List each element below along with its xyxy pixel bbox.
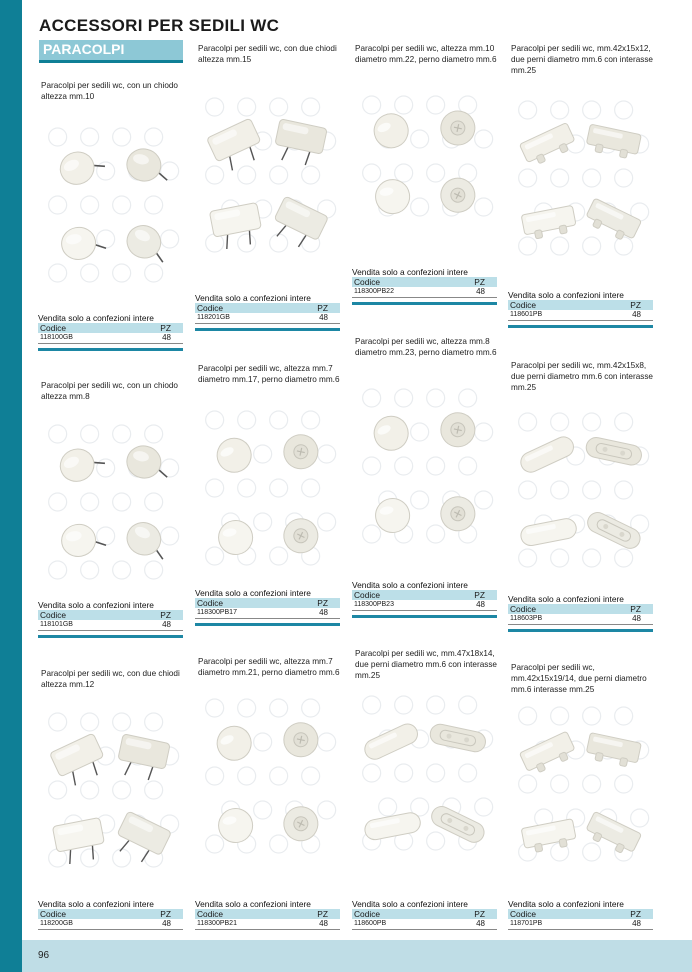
product-code: 118100GB	[38, 333, 125, 344]
page-title: ACCESSORI PER SEDILI WC	[39, 16, 280, 35]
sale-block	[508, 594, 653, 632]
code-header: Codice	[508, 300, 594, 310]
sale-block	[352, 580, 497, 618]
divider-rule	[508, 629, 653, 632]
codes-table	[352, 277, 497, 298]
code-header: Codice	[352, 909, 438, 919]
codes-table	[508, 909, 653, 930]
table-row	[508, 919, 653, 930]
product-description: Paracolpi per sedili wc, con due chiodi altezza mm.12	[41, 669, 180, 689]
page-footer-band	[22, 940, 692, 972]
sale-block	[195, 899, 340, 930]
product-code: 118200GB	[38, 919, 125, 930]
table-row	[38, 919, 183, 930]
qty-header: PZ	[125, 610, 183, 620]
qty-header: PZ	[288, 909, 340, 919]
product-qty: 48	[125, 333, 183, 344]
sale-note: Vendita solo a confezioni intere	[195, 293, 311, 303]
codes-table	[38, 909, 183, 930]
product-qty: 48	[445, 600, 497, 611]
code-header: Codice	[508, 604, 594, 614]
product-photo	[38, 422, 183, 582]
side-color-bar	[0, 0, 22, 972]
qty-header: PZ	[445, 277, 497, 287]
product-qty: 48	[594, 310, 653, 321]
codes-table	[352, 909, 497, 930]
product-photo	[195, 408, 340, 583]
sale-block	[38, 899, 183, 930]
sale-note: Vendita solo a confezioni intere	[352, 267, 468, 277]
product-image	[195, 696, 340, 871]
product-photo	[352, 93, 497, 233]
sale-note: Vendita solo a confezioni intere	[38, 899, 154, 909]
divider-rule	[195, 328, 340, 331]
qty-header: PZ	[125, 909, 183, 919]
sale-block	[352, 899, 497, 930]
qty-header: PZ	[282, 303, 340, 313]
section-title: PARACOLPI	[43, 41, 125, 57]
product-description: Paracolpi per sedili wc, mm.42x15x19/14, due perni diametro mm.6 interasse mm.25	[511, 663, 647, 694]
product-photo	[195, 95, 340, 265]
sale-block	[38, 313, 183, 351]
product-code: 118603PB	[508, 614, 594, 625]
table-row	[38, 620, 183, 631]
divider-rule	[352, 615, 497, 618]
codes-table	[38, 610, 183, 631]
product-image	[38, 422, 183, 582]
product-description: Paracolpi per sedili wc, altezza mm.7 diametro mm.17, perno diametro mm.6	[198, 364, 340, 384]
product-description: Paracolpi per sedili wc, con due chiodi altezza mm.15	[198, 44, 337, 64]
sale-block	[38, 600, 183, 638]
product-photo	[38, 710, 183, 880]
divider-rule	[195, 623, 340, 626]
code-header: Codice	[508, 909, 594, 919]
product-image	[508, 98, 653, 263]
sale-block	[508, 290, 653, 328]
product-qty: 48	[438, 919, 497, 930]
table-row	[195, 608, 340, 619]
codes-table	[352, 590, 497, 611]
product-description: Paracolpi per sedili wc, mm.42x15x8, due perni diametro mm.6 con interasse mm.25	[511, 361, 653, 392]
product-image	[195, 95, 340, 265]
sale-note: Vendita solo a confezioni intere	[38, 313, 154, 323]
code-header: Codice	[195, 598, 288, 608]
product-image	[352, 93, 497, 233]
qty-header: PZ	[594, 300, 653, 310]
divider-rule	[352, 302, 497, 305]
product-photo	[508, 98, 653, 263]
table-row	[508, 310, 653, 321]
product-qty: 48	[125, 620, 183, 631]
qty-header: PZ	[594, 604, 653, 614]
product-code: 118201GB	[195, 313, 282, 324]
product-description: Paracolpi per sedili wc, mm.42x15x12, due perni diametro mm.6 con interasse mm.25	[511, 44, 653, 75]
product-description: Paracolpi per sedili wc, altezza mm.8 diametro mm.23, perno diametro mm.6	[355, 337, 497, 357]
divider-rule	[38, 635, 183, 638]
divider-rule	[508, 325, 653, 328]
page-number: 96	[38, 950, 50, 961]
qty-header: PZ	[288, 598, 340, 608]
sale-block	[352, 267, 497, 305]
qty-header: PZ	[438, 909, 497, 919]
table-row	[352, 919, 497, 930]
product-code: 118101GB	[38, 620, 125, 631]
qty-header: PZ	[445, 590, 497, 600]
product-photo	[352, 386, 497, 561]
table-row	[38, 333, 183, 344]
product-photo	[508, 704, 653, 879]
divider-rule	[38, 348, 183, 351]
product-description: Paracolpi per sedili wc, altezza mm.7 diametro mm.21, perno diametro mm.6	[198, 657, 340, 677]
product-photo	[38, 125, 183, 285]
code-header: Codice	[352, 590, 445, 600]
code-header: Codice	[38, 610, 125, 620]
code-header: Codice	[195, 303, 282, 313]
sale-note: Vendita solo a confezioni intere	[508, 899, 624, 909]
code-header: Codice	[352, 277, 445, 287]
sale-block	[195, 588, 340, 626]
codes-table	[195, 598, 340, 619]
product-image	[195, 408, 340, 583]
product-code: 118300PB23	[352, 600, 445, 611]
product-image	[352, 693, 497, 873]
table-row	[195, 313, 340, 324]
product-image	[352, 386, 497, 561]
sale-note: Vendita solo a confezioni intere	[508, 290, 624, 300]
codes-table	[195, 909, 340, 930]
product-description: Paracolpi per sedili wc, mm.47x18x14, due perni diametro mm.6 con interasse mm.25	[355, 649, 497, 680]
product-code: 118601PB	[508, 310, 594, 321]
product-photo	[352, 693, 497, 873]
qty-header: PZ	[125, 323, 183, 333]
product-qty: 48	[594, 614, 653, 625]
product-photo	[195, 696, 340, 871]
sale-note: Vendita solo a confezioni intere	[352, 580, 468, 590]
product-image	[508, 410, 653, 575]
sale-note: Vendita solo a confezioni intere	[195, 588, 311, 598]
product-qty: 48	[282, 313, 340, 324]
code-header: Codice	[195, 909, 288, 919]
product-code: 118300PB22	[352, 287, 445, 298]
product-qty: 48	[288, 919, 340, 930]
sale-note: Vendita solo a confezioni intere	[352, 899, 468, 909]
sale-note: Vendita solo a confezioni intere	[195, 899, 311, 909]
product-image	[38, 125, 183, 285]
codes-table	[508, 300, 653, 321]
table-row	[508, 614, 653, 625]
product-code: 118300PB21	[195, 919, 288, 930]
product-code: 118600PB	[352, 919, 438, 930]
code-header: Codice	[38, 909, 125, 919]
sale-block	[508, 899, 653, 930]
product-qty: 48	[288, 608, 340, 619]
sale-block	[195, 293, 340, 331]
product-description: Paracolpi per sedili wc, con un chiodo altezza mm.10	[41, 81, 178, 101]
product-description: Paracolpi per sedili wc, con un chiodo altezza mm.8	[41, 381, 178, 401]
sale-note: Vendita solo a confezioni intere	[38, 600, 154, 610]
product-image	[508, 704, 653, 879]
product-description: Paracolpi per sedili wc, altezza mm.10 diametro mm.22, perno diametro mm.6	[355, 44, 497, 64]
table-row	[352, 287, 497, 298]
table-row	[352, 600, 497, 611]
section-tab	[39, 40, 183, 63]
product-photo	[508, 410, 653, 575]
product-code: 118701PB	[508, 919, 594, 930]
product-code: 118300PB17	[195, 608, 288, 619]
product-qty: 48	[445, 287, 497, 298]
codes-table	[38, 323, 183, 344]
code-header: Codice	[38, 323, 125, 333]
product-qty: 48	[594, 919, 653, 930]
codes-table	[508, 604, 653, 625]
product-qty: 48	[125, 919, 183, 930]
table-row	[195, 919, 340, 930]
product-image	[38, 710, 183, 880]
qty-header: PZ	[594, 909, 653, 919]
sale-note: Vendita solo a confezioni intere	[508, 594, 624, 604]
codes-table	[195, 303, 340, 324]
